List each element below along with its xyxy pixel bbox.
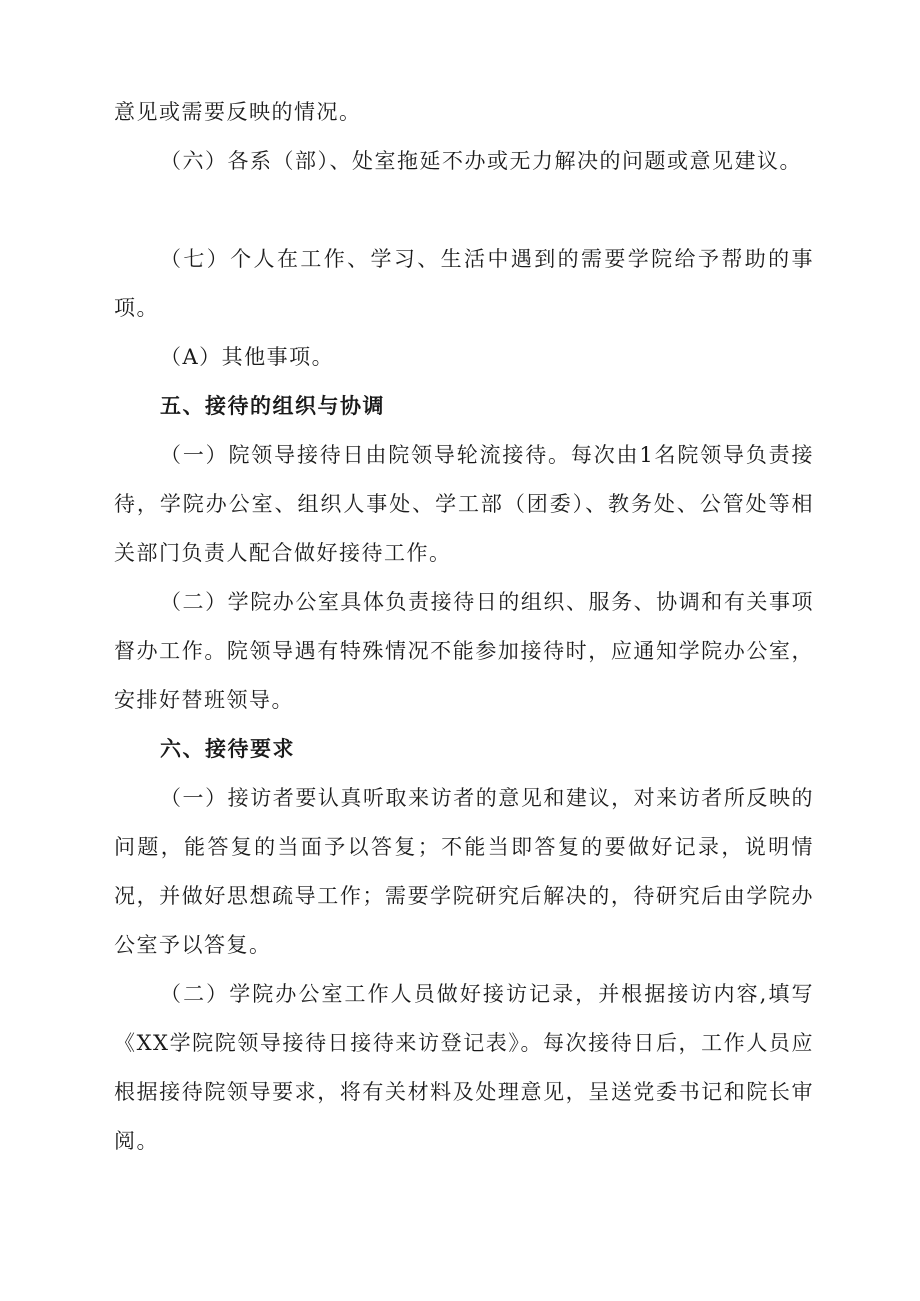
paragraph-organization-two: （二）学院办公室具体负责接待日的组织、服务、协调和有关事项督办工作。院领导遇有特殊情况不能参加接待时，应通知学院办公室，安排好替班领导。	[114, 590, 814, 712]
paragraph-requirement-one: （一）接访者要认真听取来访者的意见和建议，对来访者所反映的问题，能答复的当面予以答复；不能当即答复的要做好记录，说明情况，并做好思想疏导工作；需要学院研究后解决的，待研究后由学院办公室予以答复。	[114, 786, 814, 957]
paragraph-requirement-two: （二）学院办公室工作人员做好接访记录，并根据接访内容,填写《XX学院院领导接待日接待来访登记表》。每次接待日后，工作人员应根据接待院领导要求，将有关材料及处理意见，呈送党委书记和院长审阅。	[114, 982, 814, 1153]
paragraph-continuation: 意见或需要反映的情况。	[114, 100, 362, 124]
paragraph-item-other: （A）其他事项。	[160, 345, 335, 369]
paragraph-organization-one: （一）院领导接待日由院领导轮流接待。每次由1名院领导负责接待，学院办公室、组织人事处、学工部（团委）、教务处、公管处等相关部门负责人配合做好接待工作。	[114, 443, 814, 565]
section-heading-six: 六、接待要求	[160, 737, 295, 761]
section-heading-five: 五、接待的组织与协调	[160, 394, 385, 418]
paragraph-item-six: （六）各系（部）、处室拖延不办或无力解决的问题或意见建议。	[160, 149, 802, 173]
paragraph-item-seven: （七）个人在工作、学习、生活中遇到的需要学院给予帮助的事项。	[114, 247, 814, 320]
